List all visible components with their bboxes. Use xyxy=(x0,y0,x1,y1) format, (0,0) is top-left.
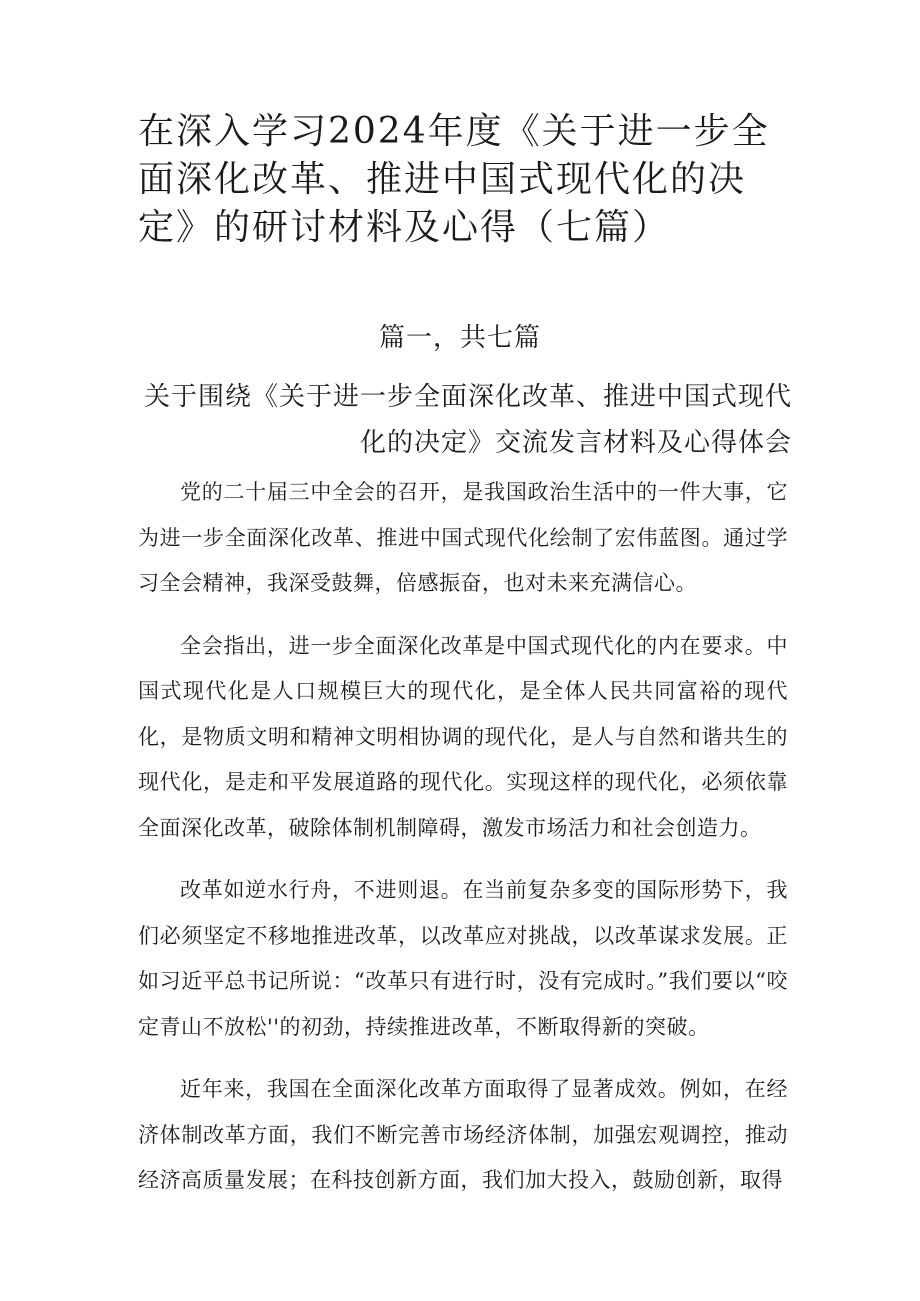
article-title: 关于围绕《关于进一步全面深化改革、推进中国式现代化的决定》交流发言材料及心得体会 xyxy=(143,382,792,458)
document-title: 在深入学习2024年度《关于进一步全面深化改革、推进中国式现代化的决定》的研讨材料及心得（七篇） xyxy=(138,111,770,248)
article-body xyxy=(138,470,788,1221)
paragraph: 党的二十届三中全会的召开，是我国政治生活中的一件大事，它为进一步全面深化改革、推进中国式现代化绘制了宏伟蓝图。通过学习全会精神，我深受鼓舞，倍感振奋，也对未来充满信心。 xyxy=(138,480,788,595)
paragraph: 全会指出，进一步全面深化改革是中国式现代化的内在要求。中国式现代化是人口规模巨大的现代化，是全体人民共同富裕的现代化，是物质文明和精神文明相协调的现代化，是人与自然和谐共生的现代化，是走和平发展道路的现代化。实现这样的现代化，必须依靠全面深化改革，破除体制机制障碍，激发市场活力和社会创造力。 xyxy=(138,633,788,840)
paragraph: 近年来，我国在全面深化改革方面取得了显著成效。例如，在经济体制改革方面，我们不断完善市场经济体制，加强宏观调控，推动经济高质量发展；在科技创新方面，我们加大投入，鼓励创新，取得 xyxy=(138,1077,788,1192)
section-heading: 篇一，共七篇 xyxy=(378,323,541,353)
paragraph: 改革如逆水行舟，不进则退。在当前复杂多变的国际形势下，我们必须坚定不移地推进改革，以改革应对挑战，以改革谋求发展。正如习近平总书记所说：“改革只有进行时，没有完成时。”我们要以“咬定青山不放松''的初劲，持续推进改革，不断取得新的突破。 xyxy=(138,878,788,1039)
